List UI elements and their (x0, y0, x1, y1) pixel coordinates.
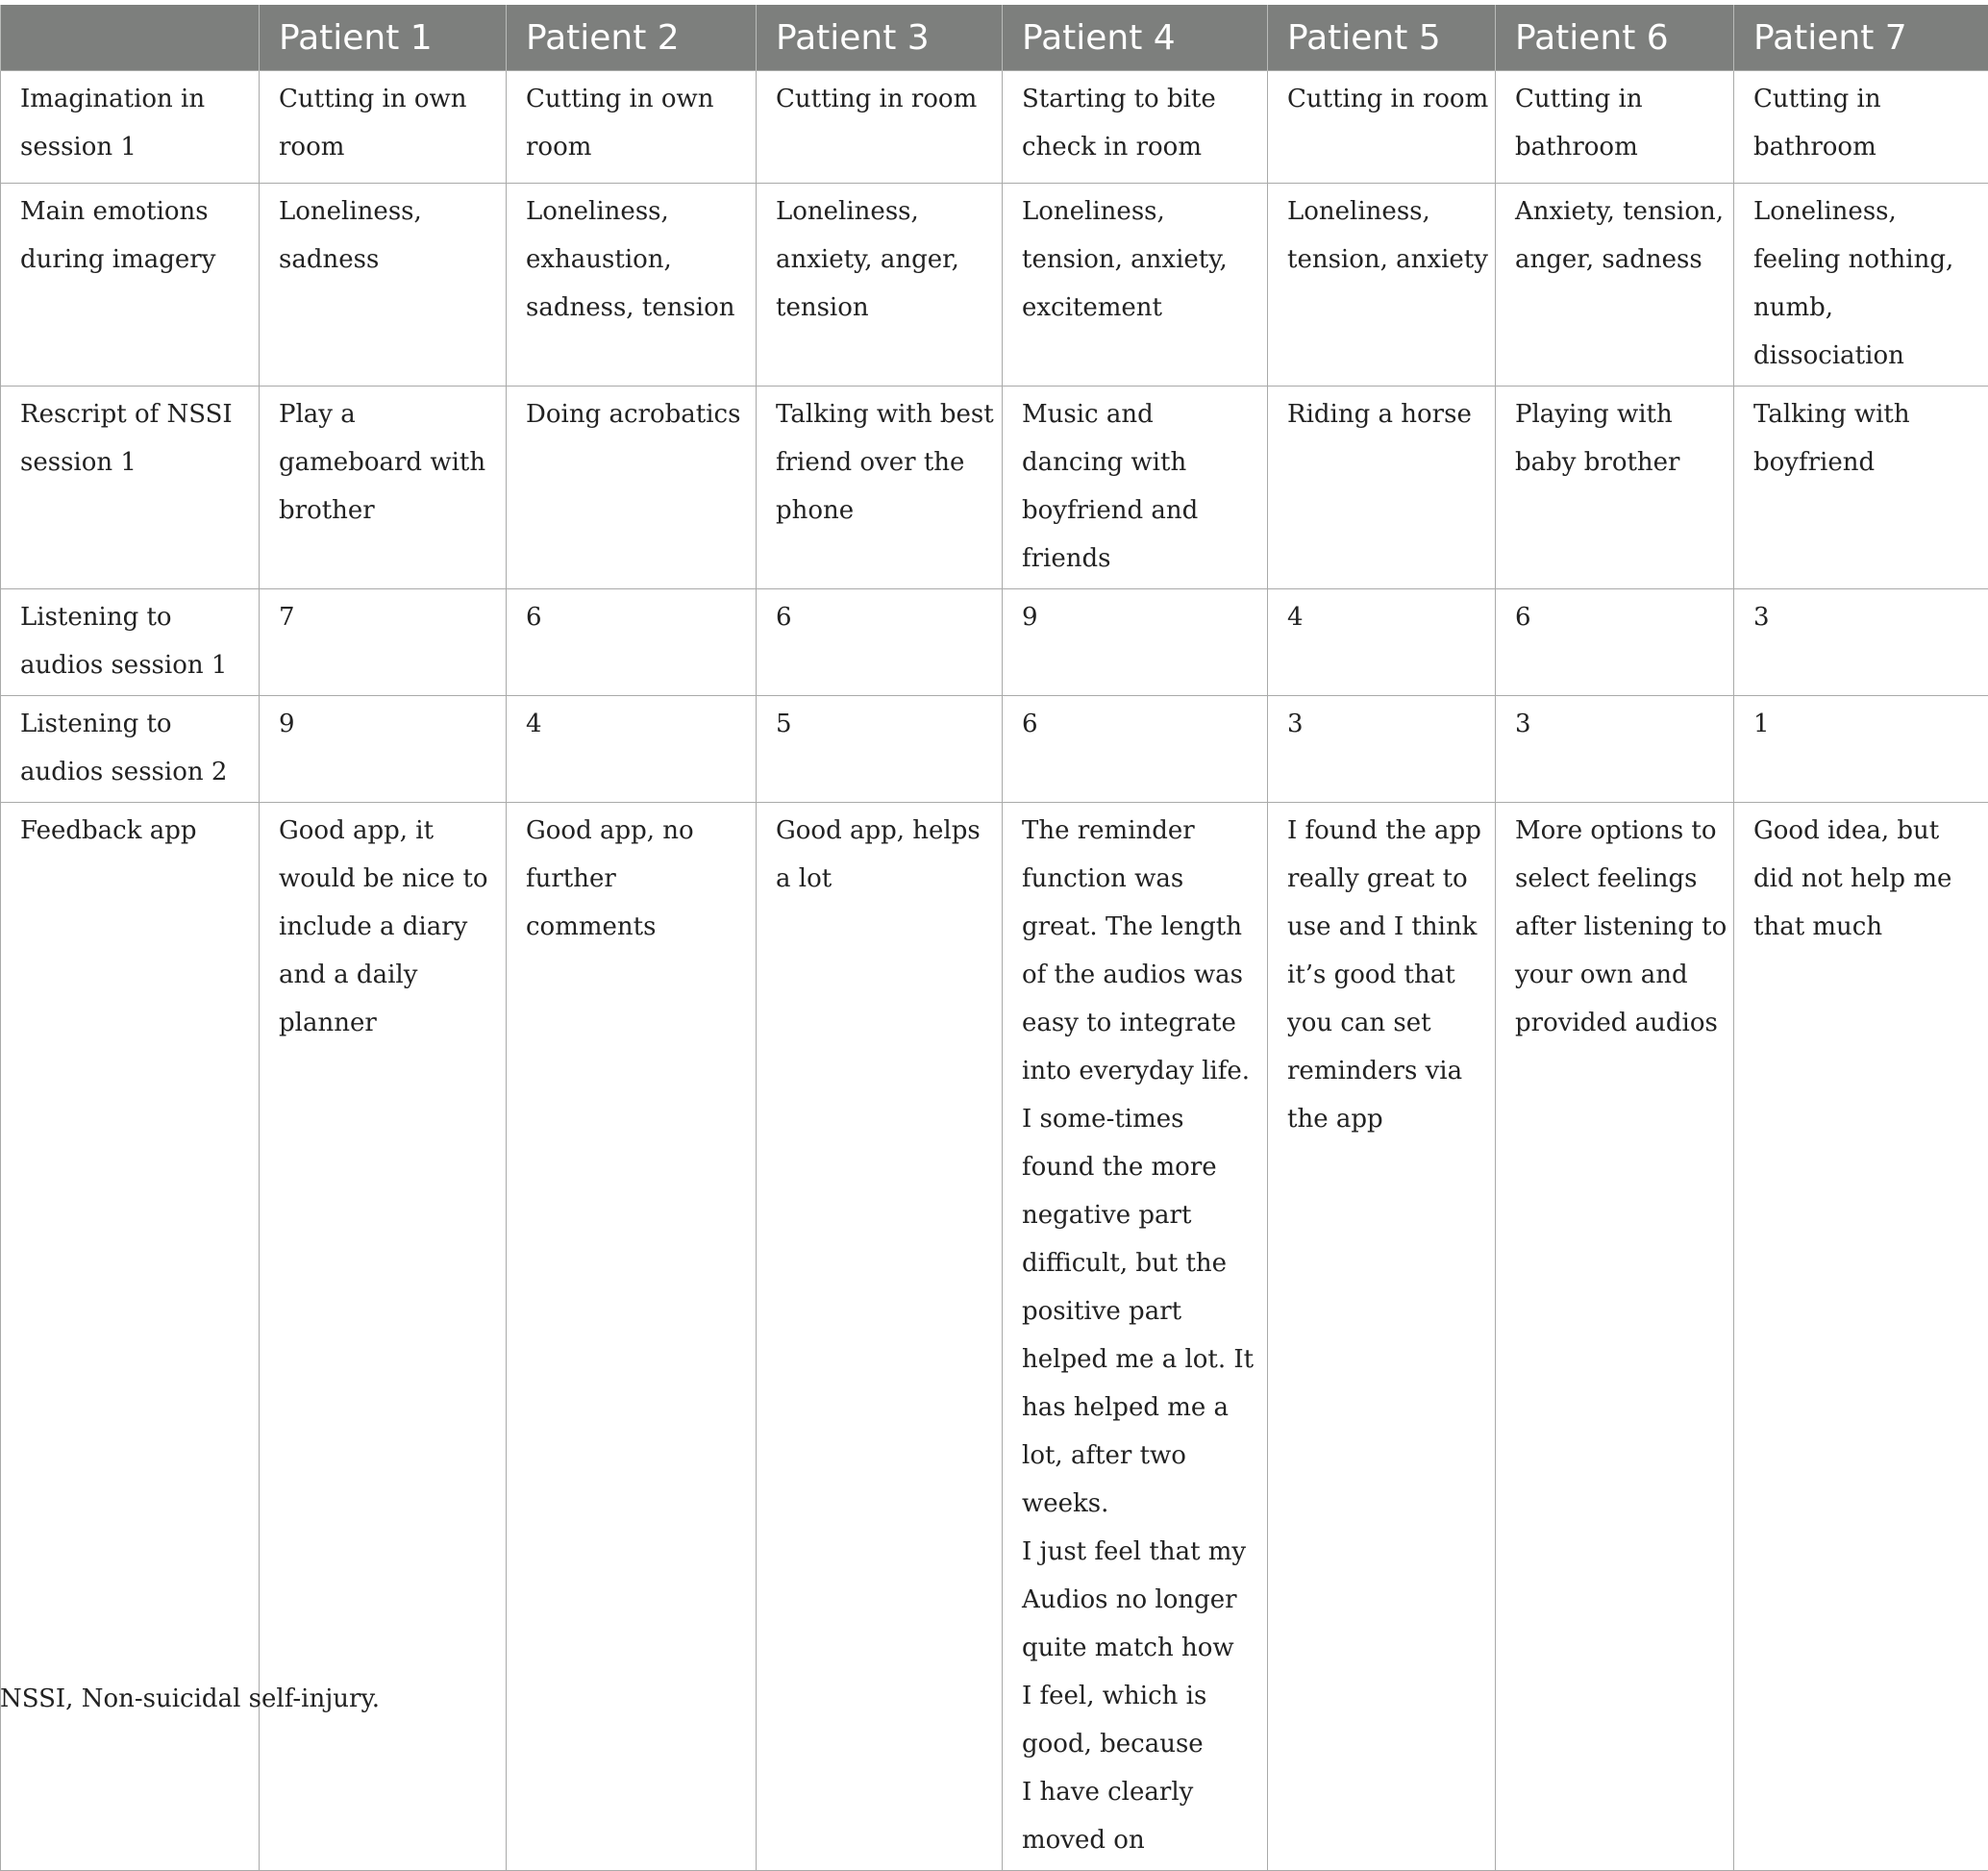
header-corner (1, 5, 260, 71)
table-cell: 7 (260, 589, 507, 696)
table-cell: Cutting in room (757, 71, 1003, 184)
table-cell: 6 (1496, 589, 1734, 696)
table-cell: Doing acrobatics (507, 387, 757, 589)
table-cell: Play a gameboard with brother (260, 387, 507, 589)
table-row (1, 71, 1988, 184)
header-patient-6: Patient 6 (1496, 5, 1734, 71)
header-patient-1: Patient 1 (260, 5, 507, 71)
table-cell: 3 (1496, 696, 1734, 803)
table-cell: More options to select feelings after listening to your own and provided audios (1496, 803, 1734, 1871)
table-cell: Loneliness, tension, anxiety (1268, 184, 1496, 387)
table-cell: Loneliness, anxiety, anger, tension (757, 184, 1003, 387)
table-cell: Cutting in room (1268, 71, 1496, 184)
header-patient-3: Patient 3 (757, 5, 1003, 71)
table-cell: Cutting in own room (507, 71, 757, 184)
table-header-row (1, 5, 1988, 71)
table-cell: Good app, helps a lot (757, 803, 1003, 1871)
row-label: Rescript of NSSI session 1 (1, 387, 260, 589)
table-cell: Loneliness, feeling nothing, numb, dissociation (1734, 184, 1988, 387)
table-cell: 6 (1003, 696, 1268, 803)
table-row (1, 696, 1988, 803)
row-label: Imagination in session 1 (1, 71, 260, 184)
table-row (1, 589, 1988, 696)
table-cell: 1 (1734, 696, 1988, 803)
header-patient-7: Patient 7 (1734, 5, 1988, 71)
table-cell: The reminder function was great. The length of the audios was easy to integrate into everyday life. I some-times found the more negative part difficult, but the positive part helped me a lot. It has helped me a lot, after two weeks. I just feel that my Audios no longer quite match how I feel, which is good, because I have clearly moved on (1003, 803, 1268, 1871)
table-cell: Starting to bite check in room (1003, 71, 1268, 184)
header-patient-5: Patient 5 (1268, 5, 1496, 71)
table-cell: Cutting in bathroom (1734, 71, 1988, 184)
row-label: Main emotions during imagery (1, 184, 260, 387)
table-cell: Good idea, but did not help me that much (1734, 803, 1988, 1871)
table-cell: Playing with baby brother (1496, 387, 1734, 589)
table-cell: Loneliness, tension, anxiety, excitement (1003, 184, 1268, 387)
table-cell: Talking with best friend over the phone (757, 387, 1003, 589)
table-cell: 9 (1003, 589, 1268, 696)
table-cell: 6 (757, 589, 1003, 696)
table-cell: Riding a horse (1268, 387, 1496, 589)
table-cell: Good app, it would be nice to include a diary and a daily planner (260, 803, 507, 1871)
table-cell: Music and dancing with boyfriend and friends (1003, 387, 1268, 589)
table-footnote: NSSI, Non-suicidal self-injury. (0, 1684, 380, 1713)
table-cell: 3 (1734, 589, 1988, 696)
row-label: Listening to audios session 1 (1, 589, 260, 696)
table-row (1, 387, 1988, 589)
table-cell: 5 (757, 696, 1003, 803)
table-cell: 9 (260, 696, 507, 803)
table-cell: Talking with boyfriend (1734, 387, 1988, 589)
results-table-container (0, 5, 1988, 1871)
table-cell: Anxiety, tension, anger, sadness (1496, 184, 1734, 387)
table-cell: Loneliness, sadness (260, 184, 507, 387)
row-label: Feedback app (1, 803, 260, 1871)
table-cell: 4 (507, 696, 757, 803)
table-cell: Cutting in own room (260, 71, 507, 184)
table-cell: 4 (1268, 589, 1496, 696)
row-label: Listening to audios session 2 (1, 696, 260, 803)
table-cell: 3 (1268, 696, 1496, 803)
header-patient-4: Patient 4 (1003, 5, 1268, 71)
table-cell: I found the app really great to use and I think it’s good that you can set reminders via the app (1268, 803, 1496, 1871)
table-row (1, 184, 1988, 387)
patient-results-table (0, 5, 1988, 1871)
table-cell: 6 (507, 589, 757, 696)
table-cell: Loneliness, exhaustion, sadness, tension (507, 184, 757, 387)
table-cell: Cutting in bathroom (1496, 71, 1734, 184)
header-patient-2: Patient 2 (507, 5, 757, 71)
table-cell: Good app, no further comments (507, 803, 757, 1871)
